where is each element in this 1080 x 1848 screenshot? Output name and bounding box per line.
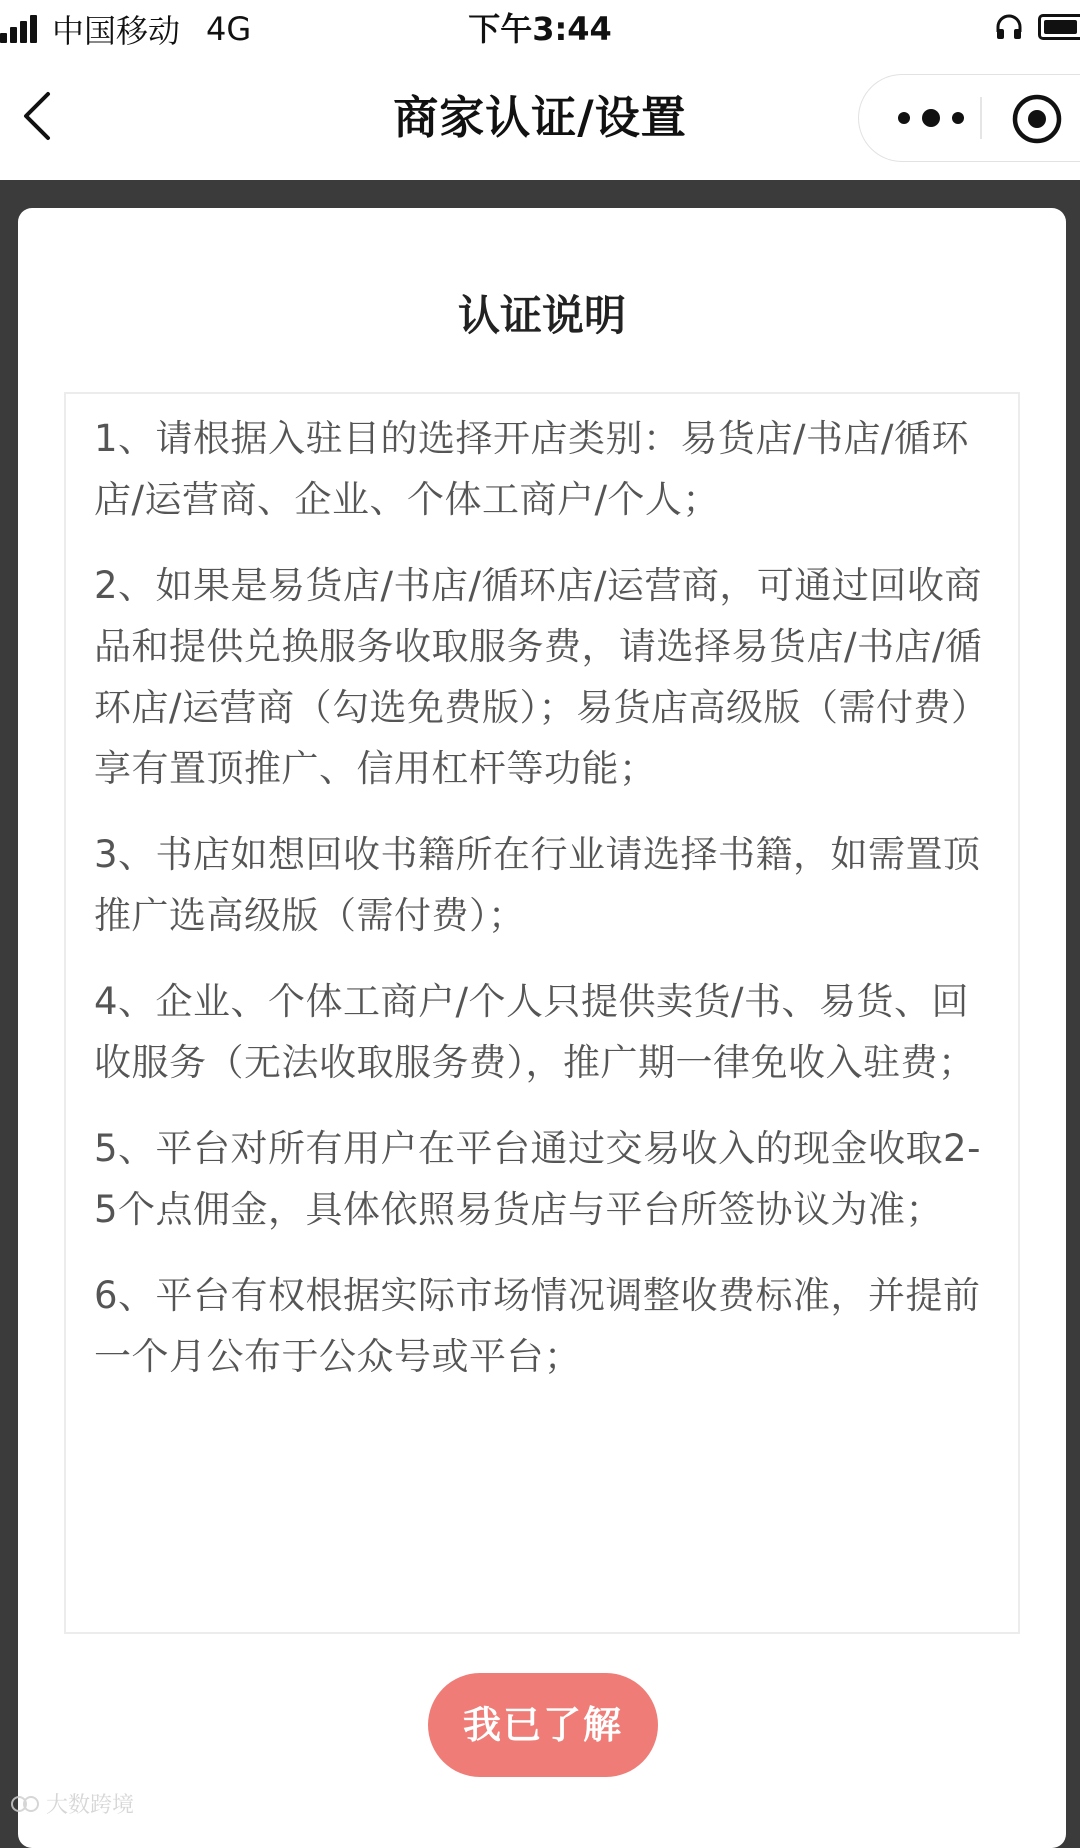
status-bar [0, 0, 1080, 58]
term-item-5: 5、平台对所有用户在平台通过交易收入的现金收取2-5个点佣金，具体依照易货店与平台所签协议为准； [94, 1127, 981, 1231]
term-item-1: 1、请根据入驻目的选择开店类别：易货店/书店/循环店/运营商、企业、个体工商户/个人； [94, 417, 969, 521]
certification-dialog [18, 208, 1066, 1848]
term-item-4: 4、企业、个体工商户/个人只提供卖货/书、易货、回收服务（无法收取服务费），推广期一律免收入驻费； [94, 980, 976, 1084]
watermark [10, 1788, 134, 1819]
carrier-name: 中国移动 [52, 12, 181, 50]
term-item-2: 2、如果是易货店/书店/循环店/运营商，可通过回收商品和提供兑换服务收取服务费，请选择易货店/书店/循环店/运营商（勾选免费版）；易货店高级版（需付费）享有置顶推广、信用杠杆等功能； [94, 564, 989, 790]
battery-icon [1038, 14, 1080, 40]
network-type: 4G [206, 10, 252, 48]
terms-box[interactable] [64, 392, 1020, 1634]
status-time: 下午3:44 [468, 10, 612, 48]
status-right [994, 12, 1080, 42]
term-item-6: 6、平台有权根据实际市场情况调整收费标准，并提前一个月公布于公众号或平台； [94, 1274, 981, 1378]
target-circle-icon[interactable] [1011, 93, 1063, 145]
more-dots-icon[interactable] [889, 103, 979, 133]
headphone-icon [994, 12, 1024, 42]
confirm-button[interactable]: 我已了解 [428, 1673, 658, 1777]
mini-program-capsule [858, 74, 1080, 162]
nav-bar [0, 58, 1080, 180]
dialog-title: 认证说明 [457, 291, 626, 340]
watermark-text: 大数跨境 [46, 1793, 135, 1818]
term-item-3: 3、书店如想回收书籍所在行业请选择书籍，如需置顶推广选高级版（需付费）； [94, 833, 981, 937]
watermark-logo-icon [10, 1794, 40, 1814]
page-title: 商家认证/设置 [393, 91, 687, 144]
capsule-divider [980, 97, 982, 139]
